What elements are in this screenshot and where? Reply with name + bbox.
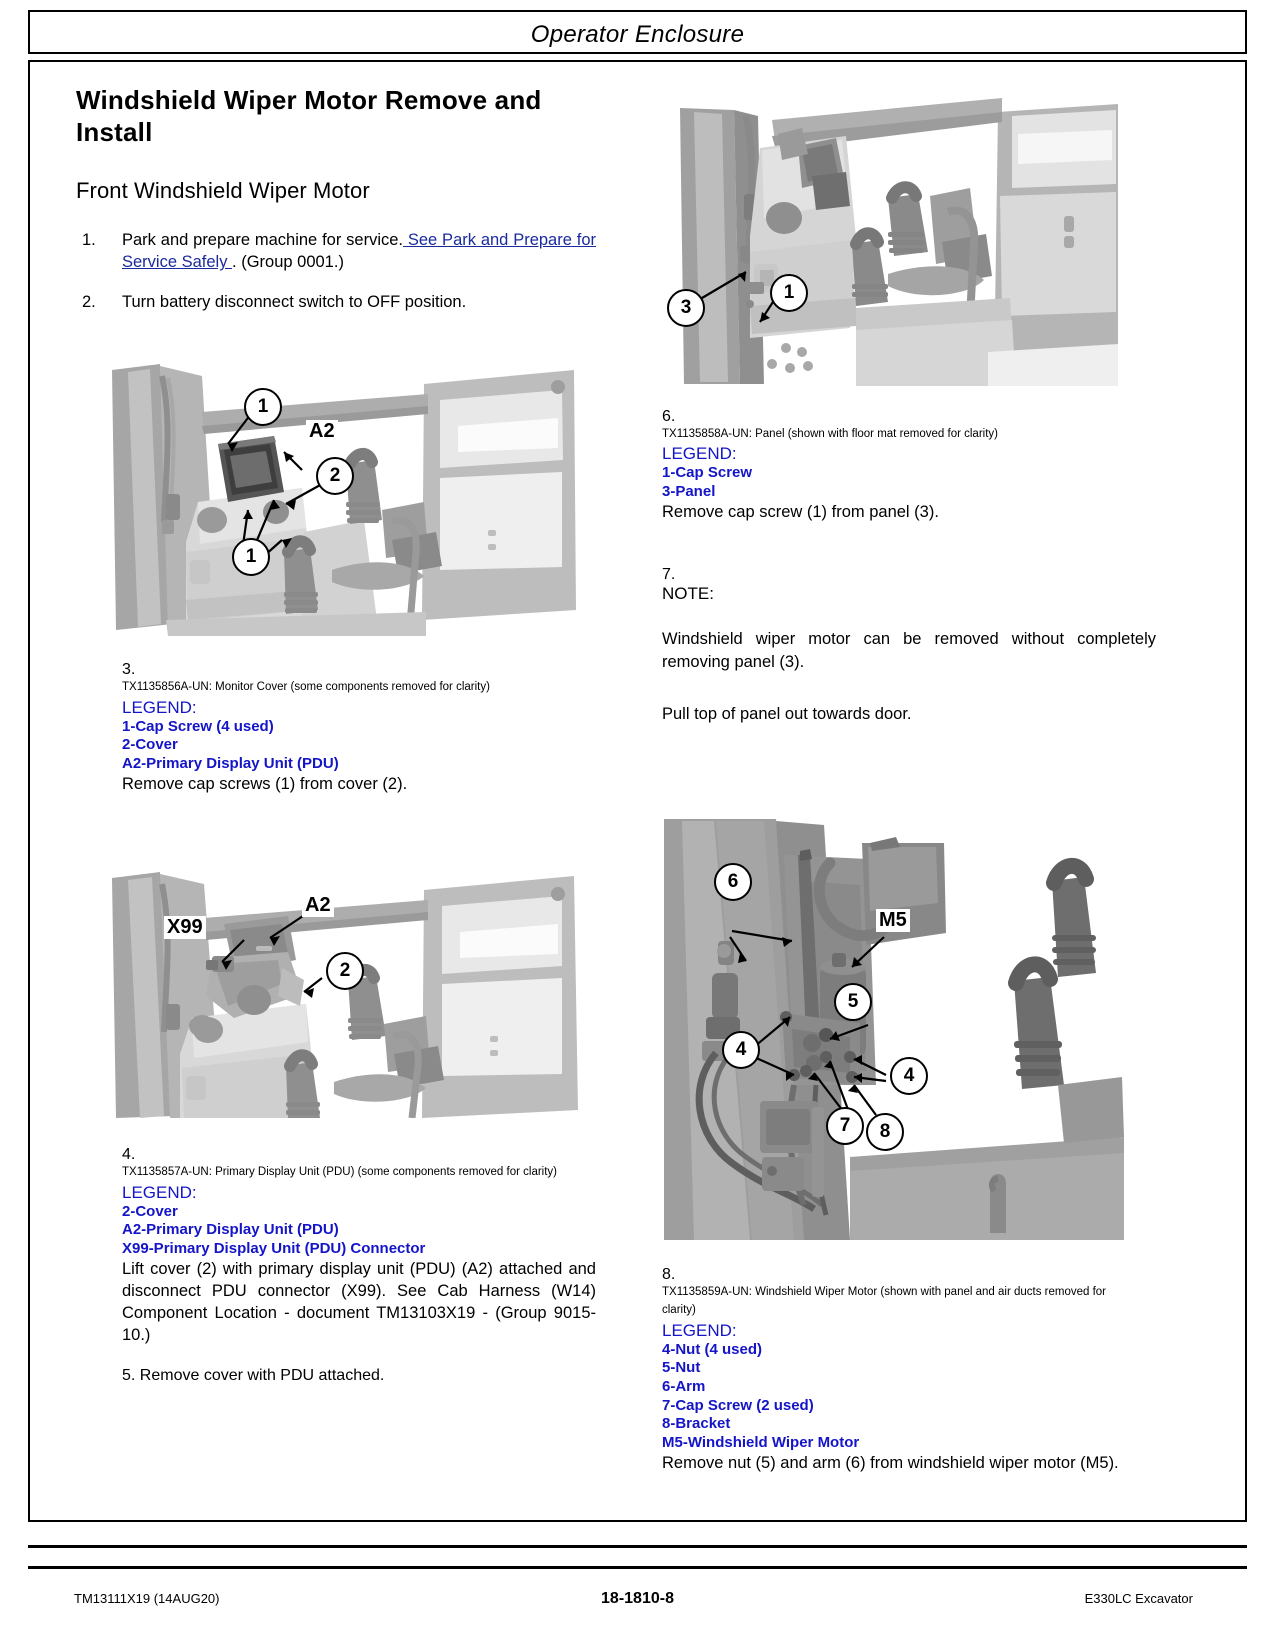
step-8-legend-item-4: 8-Bracket: [662, 1415, 731, 1433]
step-7-note-label: NOTE:: [662, 584, 714, 604]
step-8-legend-item-3: 7-Cap Screw (2 used): [662, 1396, 814, 1414]
step-4: [76, 1146, 596, 1347]
step-1-number: 1.: [82, 231, 96, 250]
step-5-text: Remove cover with PDU attached.: [139, 1367, 385, 1385]
step-7-number: 7.: [662, 566, 676, 584]
content-frame: [28, 60, 1247, 1522]
step-4-body: Lift cover (2) with primary display unit (PDU) (A2) attached and disconnect PDU connector (X99). See Cab Harness (W14) Component Location - document TM13103X19 - (Group 9015-10.): [122, 1260, 596, 1345]
left-step-list: [76, 230, 596, 314]
figure-callout-5: 5: [834, 983, 872, 1021]
park-and-prepare-link[interactable]: See Park and Prepare for Service Safely: [122, 231, 596, 272]
step-6: [616, 408, 1156, 524]
right-column: [616, 62, 1156, 1475]
step-4-number: 4.: [122, 1146, 136, 1164]
step-8-figure-caption: TX1135859A-UN: Windshield Wiper Motor (shown with panel and air ducts removed for: [662, 1286, 1107, 1299]
figure-monitor-cover: [106, 352, 586, 637]
step-4-legend-item-0: 2-Cover: [122, 1202, 178, 1220]
step-8-legend-item-5: M5-Windshield Wiper Motor: [662, 1433, 860, 1451]
step-4-legend-item-2: X99-Primary Display Unit (PDU) Connector: [122, 1239, 426, 1257]
figure-callout-2-pdu: 2: [326, 952, 364, 990]
left-column: [76, 62, 596, 1385]
page-title-line1: Windshield Wiper Motor Remove and: [76, 85, 542, 115]
figure-monitor-cover-art: [106, 352, 586, 637]
step-8-body: Remove nut (5) and arm (6) from windshield wiper motor (M5).: [662, 1454, 1119, 1473]
figure-callout-1-panel: 1: [770, 274, 808, 312]
figure-callout-3: 3: [667, 289, 705, 327]
step-7: [616, 566, 1156, 725]
figure-callout-1-bottom: 1: [232, 538, 270, 576]
figure-callout-6: 6: [714, 863, 752, 901]
step-4-figure-caption: TX1135857A-UN: Primary Display Unit (PDU) (some components removed for clarity): [122, 1166, 558, 1179]
figure-primary-display-unit: [106, 828, 586, 1118]
figure-callout-4-right: 4: [890, 1057, 928, 1095]
section-subtitle: Front Windshield Wiper Motor: [76, 178, 370, 204]
step-8-legend-head: LEGEND:: [662, 1320, 737, 1340]
footer-page-number: 18-1810-8: [601, 1590, 674, 1607]
step-1-text-before: Park and prepare machine for service.: [122, 231, 404, 250]
footer-model: E330LC Excavator: [1084, 1591, 1193, 1606]
footer-document-number: TM13111X19 (14AUG20): [74, 1591, 220, 1606]
step-8-legend-item-2: 6-Arm: [662, 1377, 706, 1395]
step-2: [76, 292, 596, 314]
step-6-figure-caption: TX1135858A-UN: Panel (shown with floor mat removed for clarity): [662, 428, 998, 440]
step-3-body: Remove cap screws (1) from cover (2).: [122, 775, 408, 794]
step-4-legend-item-1: A2-Primary Display Unit (PDU): [122, 1221, 339, 1239]
page-title-line2: Install: [76, 117, 153, 148]
figure-wiper-motor-art: [654, 785, 1124, 1240]
step-6-legend-item-0: 1-Cap Screw: [662, 464, 753, 482]
figure-panel: [650, 76, 1120, 386]
figure-callout-7: 7: [826, 1107, 864, 1145]
step-8-legend-item-0: 4-Nut (4 used): [662, 1340, 763, 1358]
step-6-legend-item-1: 3-Panel: [662, 482, 716, 500]
step-3-legend-item-2: A2-Primary Display Unit (PDU): [122, 754, 339, 772]
figure-panel-art: [650, 76, 1120, 386]
step-2-text: Turn battery disconnect switch to OFF position.: [122, 293, 467, 312]
step-8-number: 8.: [662, 1266, 676, 1284]
step-5-number: 5.: [122, 1367, 136, 1385]
step-5: [76, 1367, 596, 1385]
figure-wiper-motor: [654, 785, 1124, 1240]
figure-tag-m5: M5: [876, 909, 910, 932]
step-3-number: 3.: [122, 661, 136, 679]
footer-rule-bottom: [28, 1566, 1247, 1569]
step-3-legend-head: LEGEND:: [122, 697, 197, 717]
step-8-figure-caption-2: clarity): [662, 1304, 696, 1317]
running-title: Operator Enclosure: [530, 21, 745, 48]
step-3-figure-caption: TX1135856A-UN: Monitor Cover (some components removed for clarity): [122, 681, 490, 694]
step-8: [616, 1266, 1156, 1475]
figure-tag-x99: X99: [164, 916, 206, 939]
step-3-legend-item-0: 1-Cap Screw (4 used): [122, 717, 274, 735]
page-title: [76, 84, 596, 148]
step-4-legend-head: LEGEND:: [122, 1182, 197, 1202]
footer: [28, 1590, 1247, 1608]
footer-rule-top: [28, 1545, 1247, 1548]
figure-callout-8: 8: [866, 1113, 904, 1151]
figure-callout-2: 2: [316, 457, 354, 495]
step-1: [76, 230, 596, 274]
figure-callout-4-left: 4: [722, 1031, 760, 1069]
figure-callout-1-top: 1: [244, 388, 282, 426]
step-8-legend-item-1: 5-Nut: [662, 1359, 701, 1377]
step-7-note-text2: Pull top of panel out towards door.: [662, 704, 912, 723]
step-3: [76, 661, 596, 796]
figure-tag-a2-2: A2: [302, 894, 334, 917]
footer-rules: [28, 1545, 1247, 1569]
step-3-legend-item-1: 2-Cover: [122, 736, 178, 754]
figure-tag-a2: A2: [306, 420, 338, 443]
page-header-band: [28, 10, 1247, 54]
step-1-text-after: . (Group 0001.): [232, 253, 344, 272]
step-6-legend-head: LEGEND:: [662, 444, 737, 464]
step-6-number: 6.: [662, 408, 676, 425]
step-7-note-text: Windshield wiper motor can be removed without completely removing panel (3).: [662, 630, 1156, 671]
step-6-body: Remove cap screw (1) from panel (3).: [662, 503, 939, 522]
step-2-number: 2.: [82, 293, 96, 312]
